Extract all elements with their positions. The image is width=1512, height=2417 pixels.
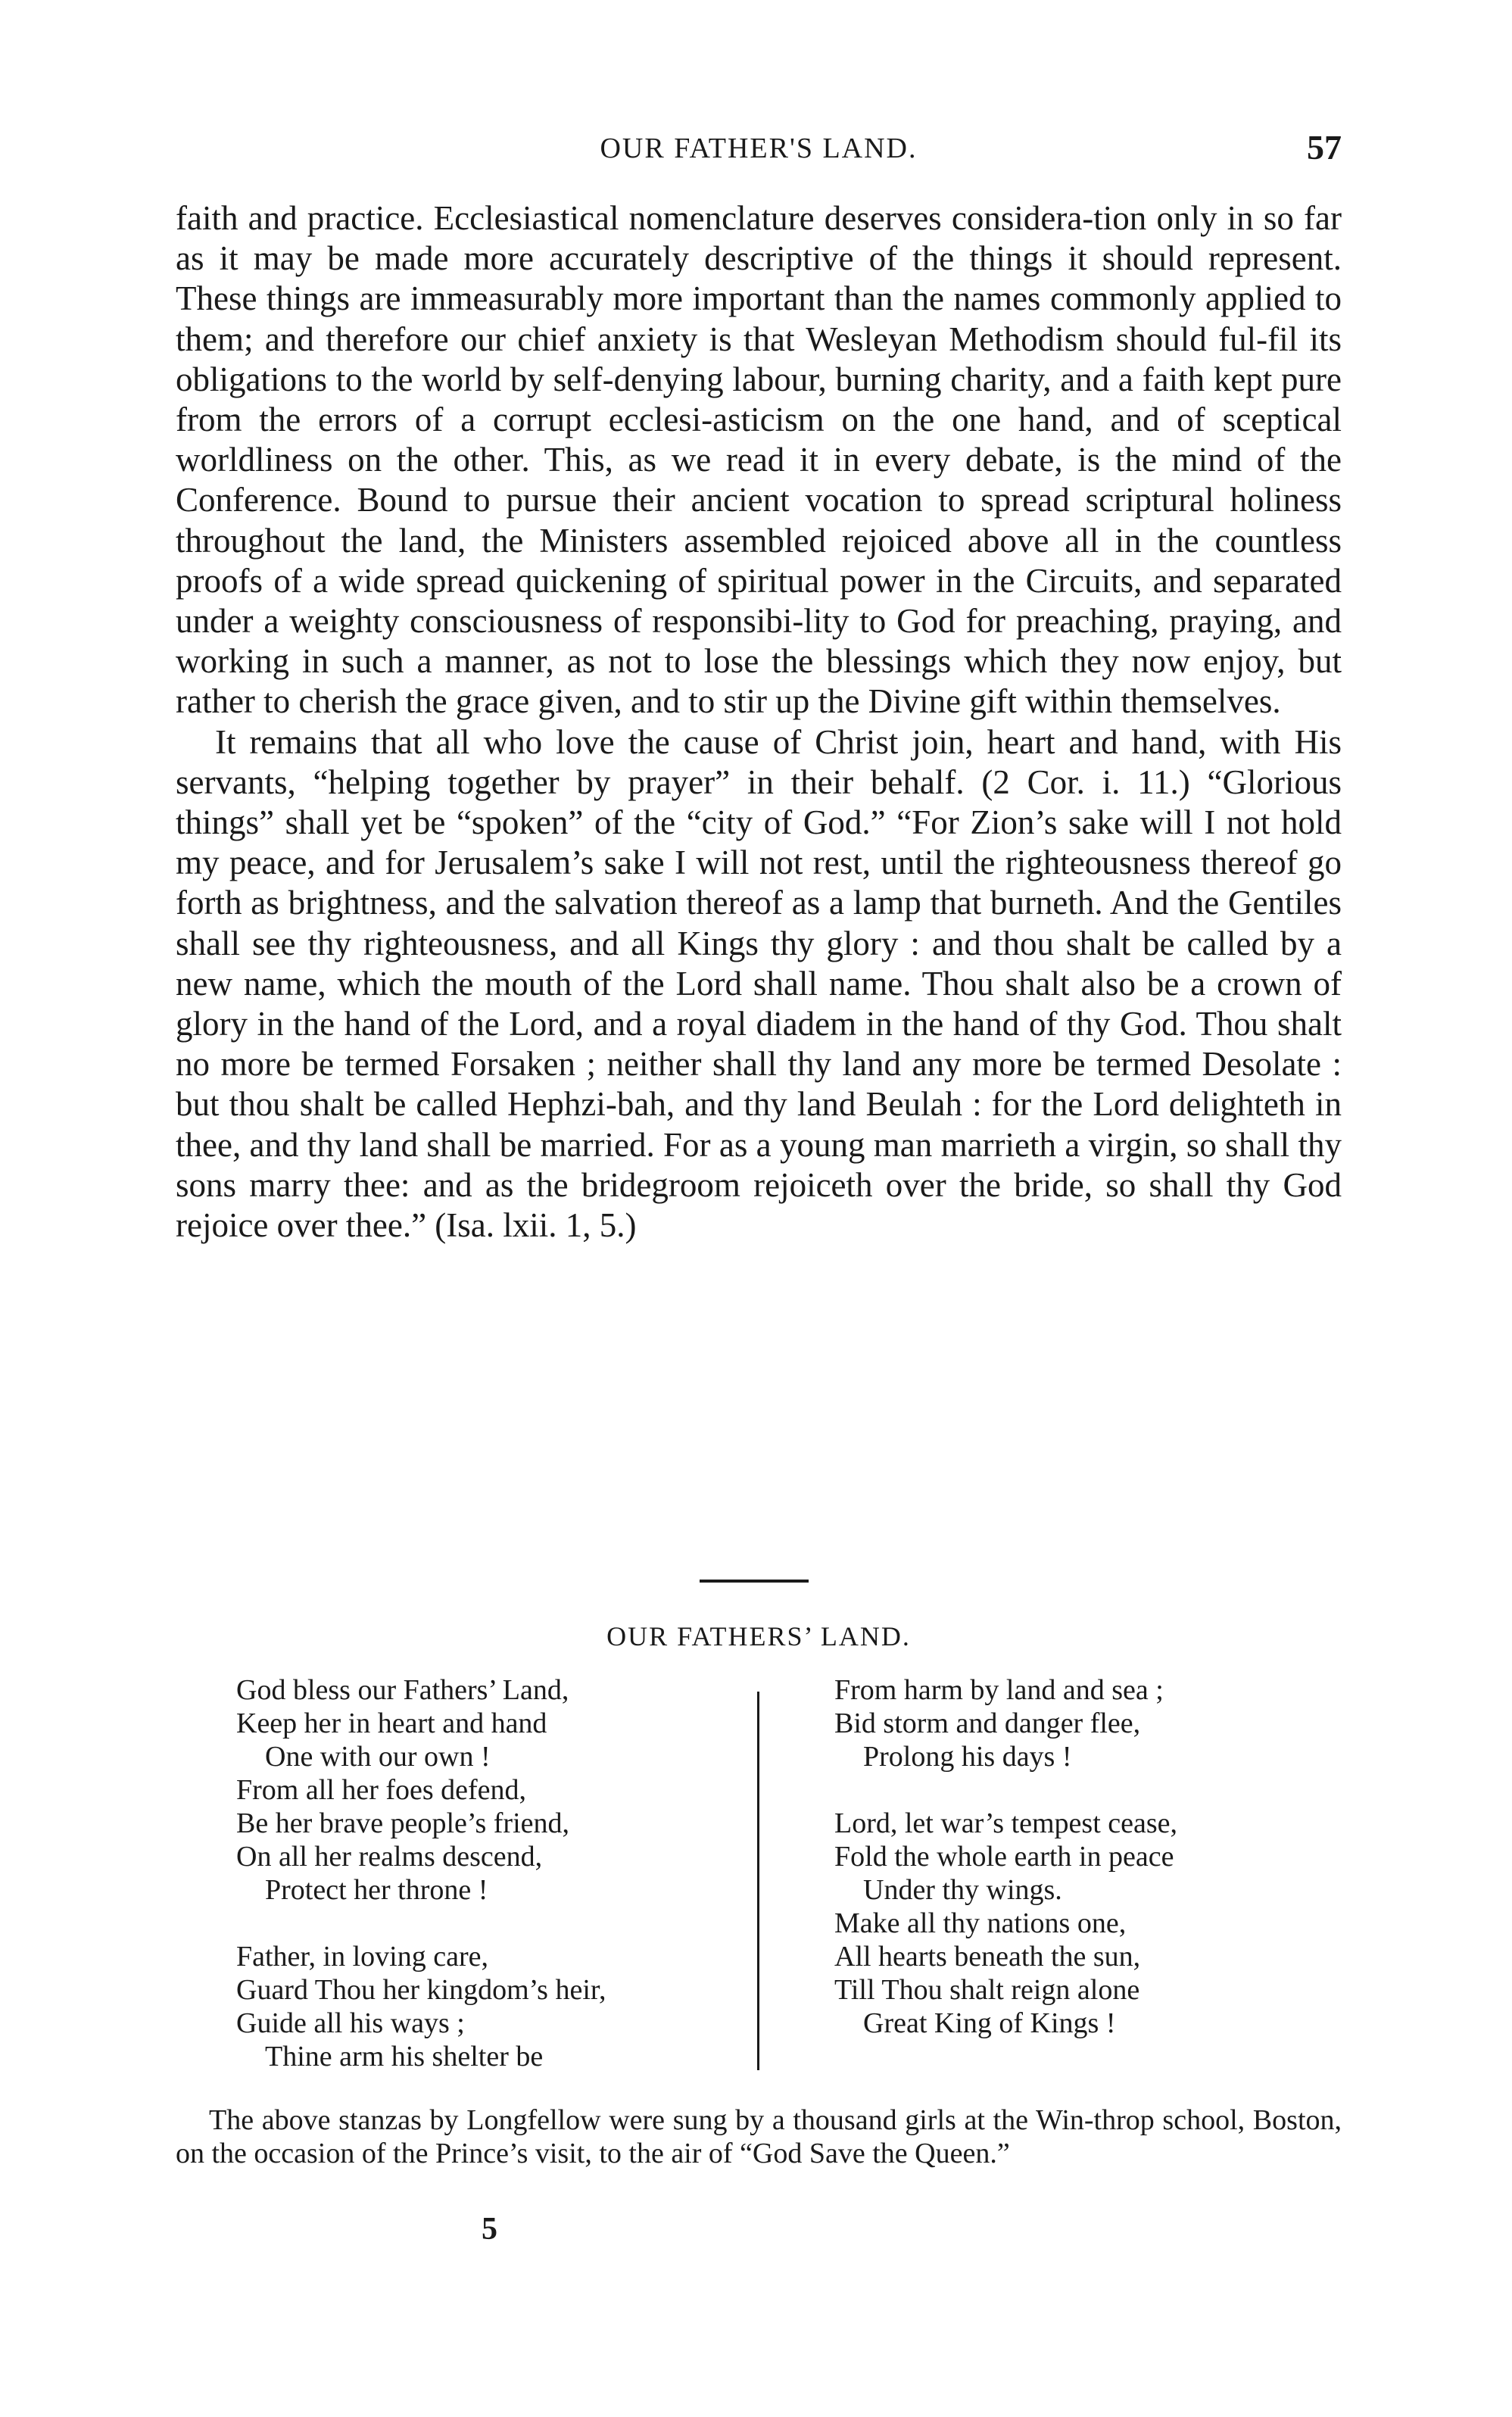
paragraph-2: It remains that all who love the cause of Christ join, heart and hand, with His servants, “helping together by prayer” in their behalf. (2 Cor. i. 11.) “Glorious things” shall yet be “spoken” of the “city of God.” “For Zion’s sake will I not hold my peace, and for Jerusalem’s sake I will not rest, until the righteousness thereof go forth as brightness, and the salvation thereof as a lamp that burneth. And the Gentiles shall see thy righteousness, and all Kings thy glory : and thou shalt be called by a new name, which the mouth of the Lord shall name. Thou shalt also be a crown of glory in the hand of the Lord, and a royal diadem in the hand of thy God. Thou shalt no more be termed Forsaken ; neither shall thy land any more be termed Desolate : but thou shalt be called Hephzi-bah, and thy land Beulah : for the Lord delighteth in thee, and thy land shall be married. For as a young man marrieth a virgin, so shall thy sons marry thee: and as the bridegroom rejoiceth over the bride, so shall thy God rejoice over thee.” (Isa. lxii. 1, 5.) (176, 722, 1342, 1245)
poem-line: Make all thy nations one, (834, 1907, 1127, 1939)
poem-line: Father, in loving care, (236, 1941, 488, 1973)
poem-line: Keep her in heart and hand (236, 1707, 547, 1739)
column-rule (757, 1692, 759, 2070)
section-divider (700, 1580, 809, 1583)
poem-line: Great King of Kings ! (863, 2007, 1116, 2039)
poem-line: On all her realms descend, (236, 1841, 543, 1873)
running-head (176, 127, 1342, 173)
poem-title: OUR FATHERS’ LAND. (606, 1621, 911, 1651)
poem-line: Bid storm and danger flee, (834, 1707, 1141, 1739)
poem-line: Lord, let war’s tempest cease, (834, 1807, 1178, 1839)
poem-line: From all her foes defend, (236, 1774, 527, 1806)
poem-stanza (834, 1673, 1296, 1773)
poem-line: Guide all his ways ; (236, 2007, 465, 2039)
poem-line: One with our own ! (265, 1741, 491, 1773)
poem-line: From harm by land and sea ; (834, 1674, 1164, 1706)
poem-line: Thine arm his shelter be (265, 2041, 544, 2072)
signature-mark: 5 (482, 2212, 497, 2247)
body-text (176, 198, 1342, 1246)
poem-line: All hearts beneath the sun, (834, 1941, 1141, 1973)
page-number: 57 (1307, 128, 1342, 167)
poem-stanza (236, 1673, 736, 1907)
poem-line: Under thy wings. (863, 1874, 1062, 1906)
running-title: OUR FATHER'S LAND. (600, 133, 918, 164)
poem (236, 1673, 1296, 2082)
poem-line: Guard Thou her kingdom’s heir, (236, 1974, 606, 2006)
poem-line: Be her brave people’s friend, (236, 1807, 569, 1839)
poem-line: Prolong his days ! (863, 1741, 1072, 1773)
poem-stanza (236, 1940, 736, 2073)
poem-left-column (236, 1673, 736, 2107)
footnote: The above stanzas by Longfellow were sung by a thousand girls at the Win-throp school, Boston, on the occasion of the Prince’s visit, to the air of “God Save the Queen.” (176, 2104, 1342, 2169)
poem-line: Fold the whole earth in peace (834, 1841, 1174, 1873)
poem-stanza (834, 1807, 1296, 2040)
poem-line: God bless our Fathers’ Land, (236, 1674, 569, 1706)
poem-right-column (834, 1673, 1296, 2073)
paragraph-1: faith and practice. Ecclesiastical nomenclature deserves considera-tion only in so far as it may be made more accurately descriptive of the things it should represent. These things are immeasurably more important than the names commonly applied to them; and therefore our chief anxiety is that Wesleyan Methodism should ful-fil its obligations to the world by self-denying labour, burning charity, and a faith kept pure from the errors of a corrupt ecclesi-asticism on the one hand, and of sceptical worldliness on the other. This, as we read it in every debate, is the mind of the Conference. Bound to pursue their ancient vocation to spread scriptural holiness throughout the land, the Ministers assembled rejoiced above all in the countless proofs of a wide spread quickening of spiritual power in the Circuits, and separated under a weighty consciousness of responsibi-lity to God for preaching, praying, and working in such a manner, as not to lose the blessings which they now enjoy, but rather to cherish the grace given, and to stir up the Divine gift within themselves. (176, 199, 1342, 721)
poem-line: Till Thou shalt reign alone (834, 1974, 1140, 2006)
poem-line: Protect her throne ! (265, 1874, 488, 1906)
